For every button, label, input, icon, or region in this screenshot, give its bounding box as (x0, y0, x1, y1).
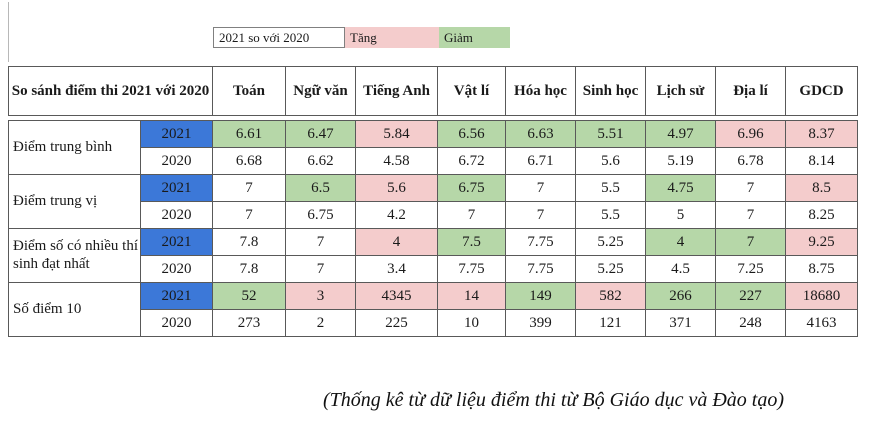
table-row (9, 283, 858, 310)
score-cell: 3.4 (356, 256, 438, 283)
score-cell: 4163 (786, 310, 858, 337)
score-cell: 6.63 (506, 121, 576, 148)
subject-header: Toán (213, 67, 286, 116)
score-cell: 6.75 (438, 175, 506, 202)
score-cell: 248 (716, 310, 786, 337)
year-cell-2021: 2021 (141, 283, 213, 310)
year-cell-2021: 2021 (141, 121, 213, 148)
body-table (8, 120, 858, 337)
year-cell-2021: 2021 (141, 229, 213, 256)
score-cell: 6.5 (286, 175, 356, 202)
score-cell: 225 (356, 310, 438, 337)
score-cell: 7 (286, 256, 356, 283)
subject-header: Tiếng Anh (356, 67, 438, 116)
score-cell: 2 (286, 310, 356, 337)
score-cell: 5.25 (576, 229, 646, 256)
score-cell: 5.25 (576, 256, 646, 283)
metric-label: Số điểm 10 (9, 283, 141, 337)
score-cell: 6.72 (438, 148, 506, 175)
score-cell: 7.75 (506, 256, 576, 283)
score-cell: 5.51 (576, 121, 646, 148)
score-cell: 6.75 (286, 202, 356, 229)
score-cell: 8.37 (786, 121, 858, 148)
score-cell: 6.78 (716, 148, 786, 175)
table-row (9, 121, 858, 148)
table-row (9, 229, 858, 256)
score-cell: 9.25 (786, 229, 858, 256)
score-cell: 7.75 (438, 256, 506, 283)
score-cell: 6.62 (286, 148, 356, 175)
score-cell: 7 (716, 175, 786, 202)
legend-increase-swatch: Tăng (345, 27, 439, 48)
subject-header-row (9, 67, 858, 116)
score-cell: 4 (646, 229, 716, 256)
year-cell-2020: 2020 (141, 256, 213, 283)
score-cell: 5.84 (356, 121, 438, 148)
score-cell: 121 (576, 310, 646, 337)
score-comparison-table (8, 66, 858, 337)
score-cell: 7.25 (716, 256, 786, 283)
score-cell: 6.61 (213, 121, 286, 148)
score-cell: 10 (438, 310, 506, 337)
score-cell: 5.6 (356, 175, 438, 202)
score-cell: 266 (646, 283, 716, 310)
year-cell-2020: 2020 (141, 310, 213, 337)
score-cell: 399 (506, 310, 576, 337)
score-cell: 5.5 (576, 175, 646, 202)
subject-header: Sinh học (576, 67, 646, 116)
score-cell: 6.47 (286, 121, 356, 148)
score-cell: 7 (506, 202, 576, 229)
metric-label: Điểm số có nhiều thí sinh đạt nhất (9, 229, 141, 283)
score-cell: 6.68 (213, 148, 286, 175)
score-cell: 4 (356, 229, 438, 256)
subject-header: Địa lí (716, 67, 786, 116)
left-gridline (8, 2, 9, 62)
score-cell: 8.5 (786, 175, 858, 202)
score-cell: 4.5 (646, 256, 716, 283)
score-cell: 8.75 (786, 256, 858, 283)
score-cell: 18680 (786, 283, 858, 310)
score-cell: 7 (286, 229, 356, 256)
score-cell: 52 (213, 283, 286, 310)
year-cell-2021: 2021 (141, 175, 213, 202)
subject-header: Vật lí (438, 67, 506, 116)
score-cell: 6.56 (438, 121, 506, 148)
score-cell: 582 (576, 283, 646, 310)
score-cell: 273 (213, 310, 286, 337)
score-cell: 7 (213, 202, 286, 229)
score-cell: 7 (716, 229, 786, 256)
score-cell: 6.96 (716, 121, 786, 148)
score-cell: 6.71 (506, 148, 576, 175)
score-cell: 8.14 (786, 148, 858, 175)
score-cell: 7.5 (438, 229, 506, 256)
score-cell: 7 (213, 175, 286, 202)
score-cell: 5.6 (576, 148, 646, 175)
score-cell: 7.75 (506, 229, 576, 256)
score-cell: 14 (438, 283, 506, 310)
score-cell: 4345 (356, 283, 438, 310)
score-cell: 7 (716, 202, 786, 229)
table-row (9, 175, 858, 202)
score-cell: 4.2 (356, 202, 438, 229)
score-cell: 5 (646, 202, 716, 229)
score-cell: 4.58 (356, 148, 438, 175)
subject-header: Lịch sử (646, 67, 716, 116)
score-cell: 7.8 (213, 256, 286, 283)
score-cell: 149 (506, 283, 576, 310)
year-cell-2020: 2020 (141, 202, 213, 229)
subject-header: Ngữ văn (286, 67, 356, 116)
score-cell: 7 (506, 175, 576, 202)
metric-label: Điểm trung bình (9, 121, 141, 175)
subject-header: GDCD (786, 67, 858, 116)
table-corner-header: So sánh điểm thi 2021 với 2020 (9, 67, 213, 116)
score-cell: 4.75 (646, 175, 716, 202)
subject-header: Hóa học (506, 67, 576, 116)
year-cell-2020: 2020 (141, 148, 213, 175)
legend (213, 27, 510, 48)
legend-decrease-swatch: Giảm (439, 27, 510, 48)
score-cell: 371 (646, 310, 716, 337)
header-table (8, 66, 858, 116)
table-body (9, 121, 858, 337)
legend-compare-label: 2021 so với 2020 (213, 27, 345, 48)
score-cell: 8.25 (786, 202, 858, 229)
source-note: (Thống kê từ dữ liệu điểm thi từ Bộ Giáo dục và Đào tạo) (323, 389, 784, 411)
score-cell: 227 (716, 283, 786, 310)
score-cell: 5.5 (576, 202, 646, 229)
score-cell: 7.8 (213, 229, 286, 256)
score-cell: 7 (438, 202, 506, 229)
score-cell: 4.97 (646, 121, 716, 148)
score-cell: 5.19 (646, 148, 716, 175)
score-cell: 3 (286, 283, 356, 310)
metric-label: Điểm trung vị (9, 175, 141, 229)
